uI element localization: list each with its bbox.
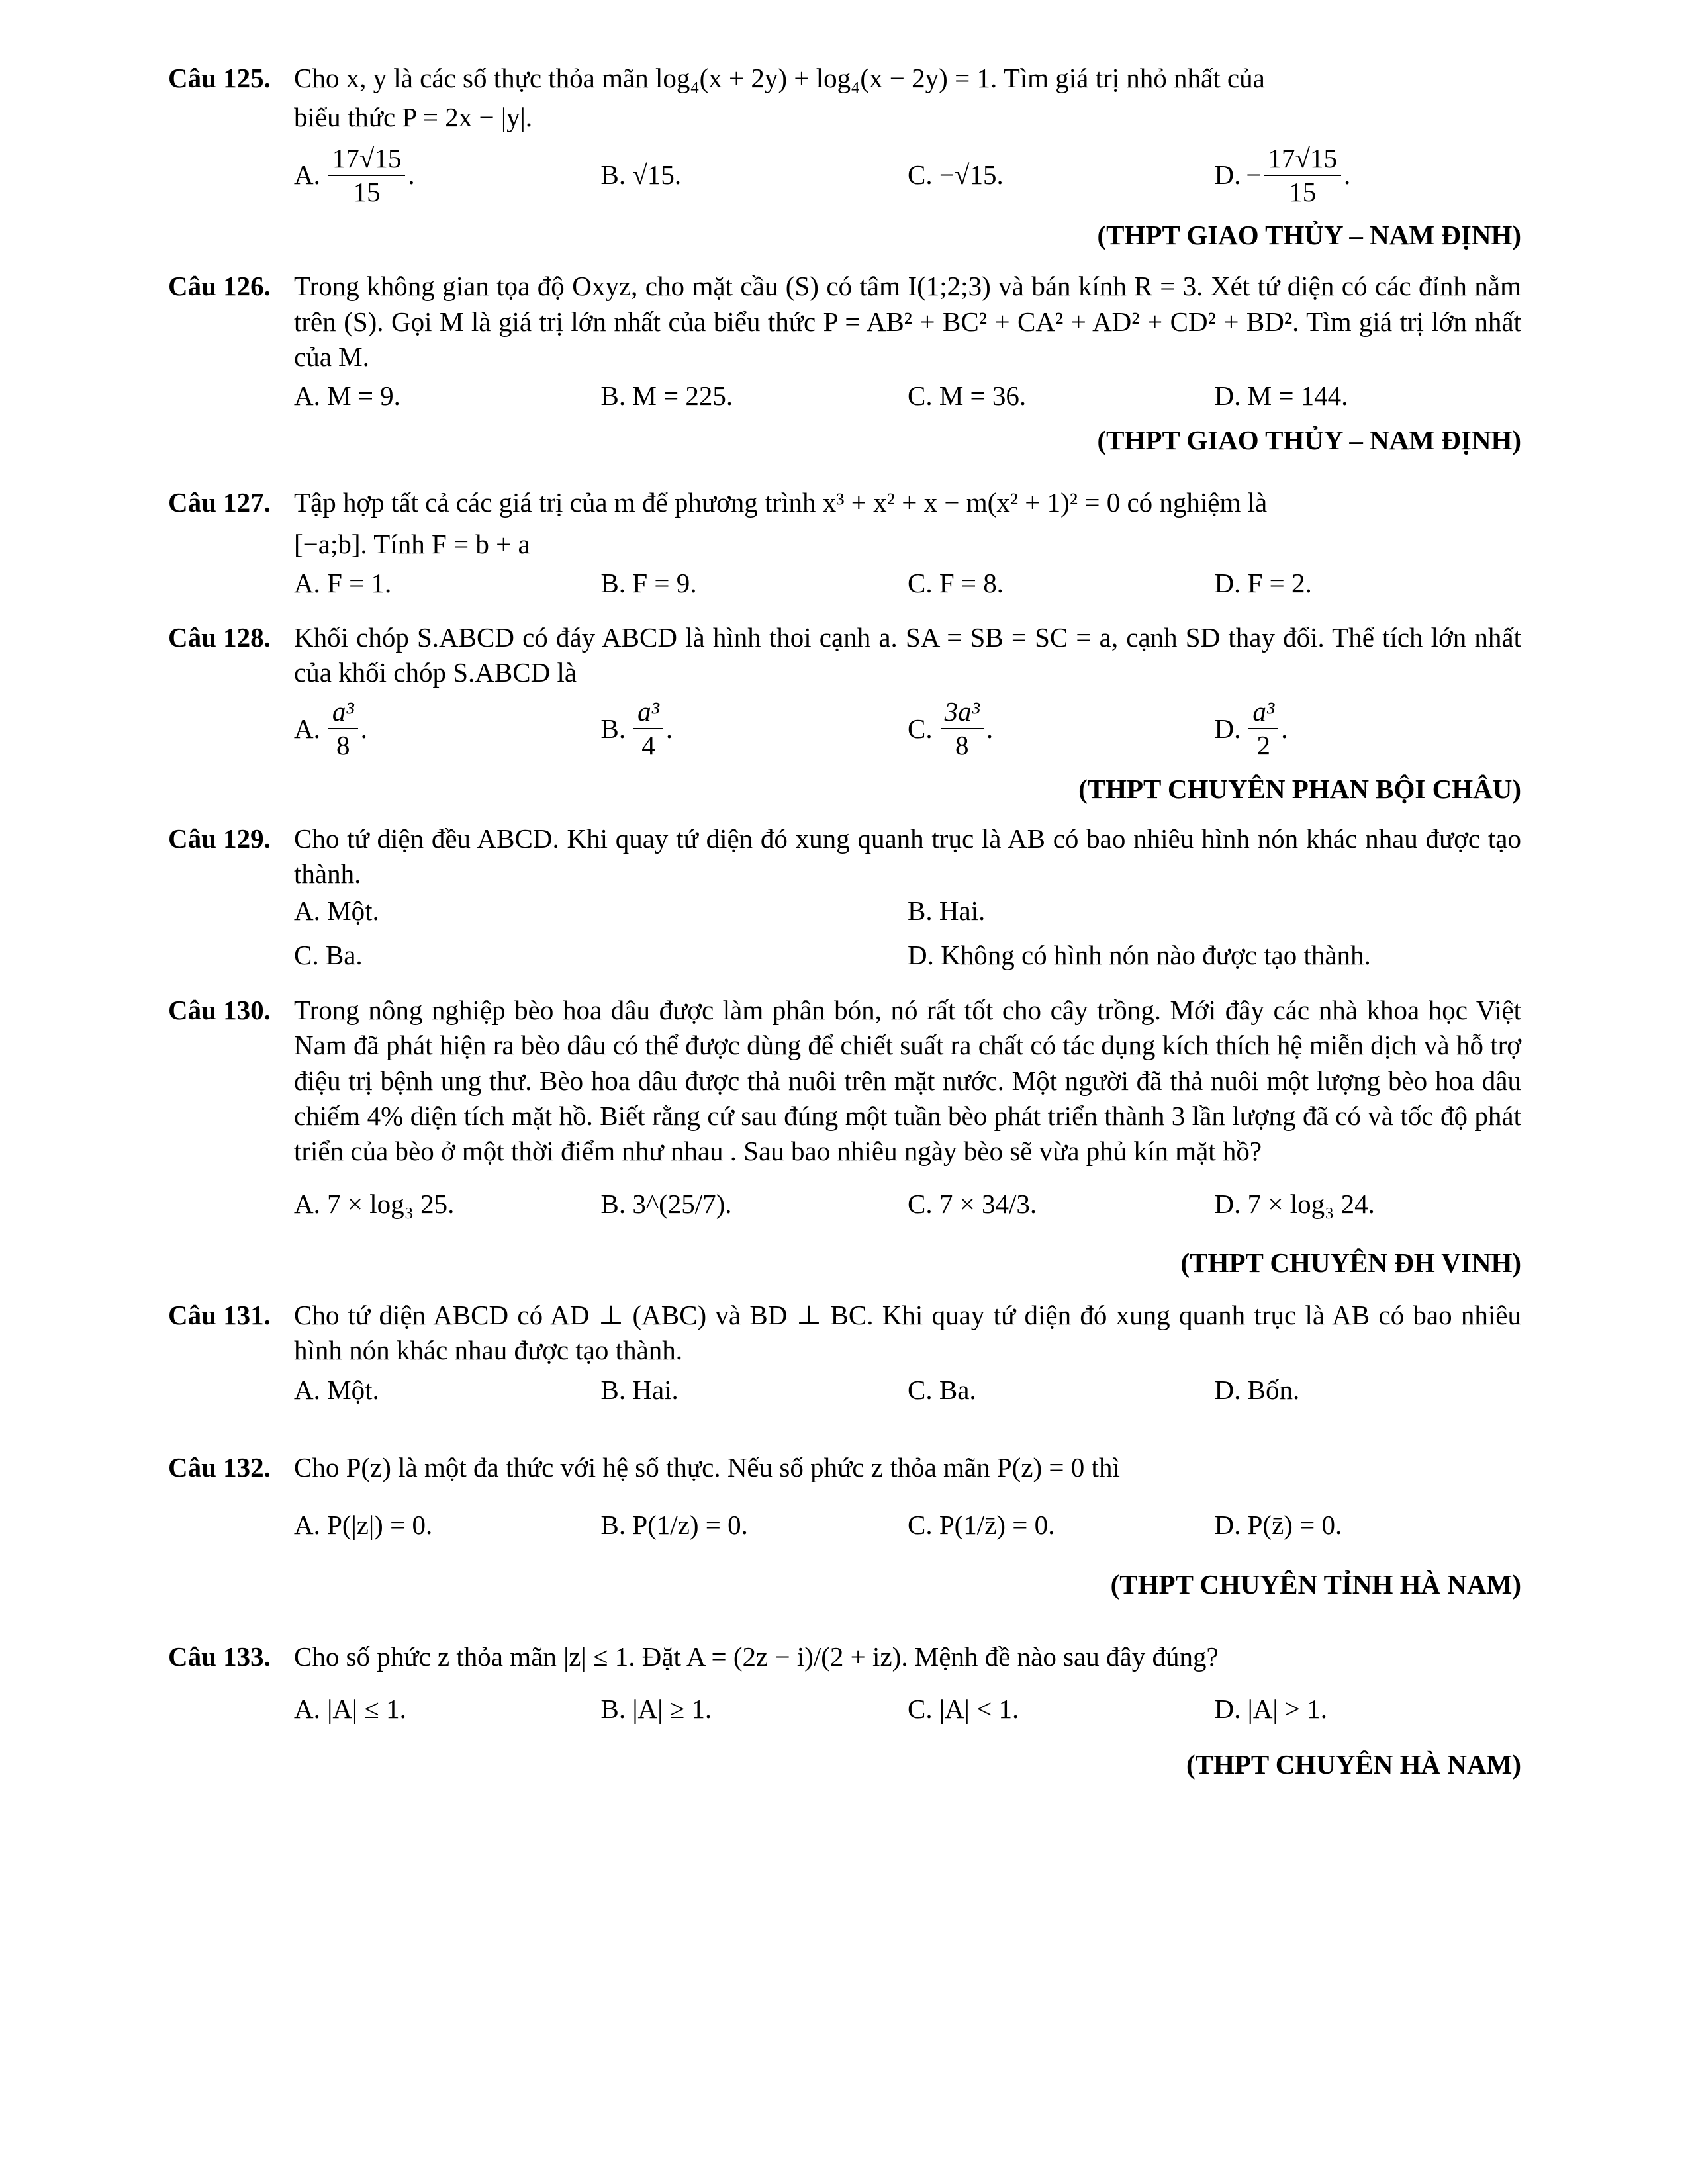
answer-options	[294, 696, 1521, 762]
answer-options	[294, 1187, 1521, 1222]
option-c[interactable]: C. P(1/z̄) = 0.	[908, 1510, 1055, 1541]
option-c[interactable]: C. −√15.	[908, 159, 1004, 191]
question-stem: Trong không gian tọa độ Oxyz, cho mặt cầu (S) có tâm I(1;2;3) và bán kính R = 3. Xét tứ diện có các đỉnh nằm trên (S). Gọi M là giá trị lớn nhất của biểu thức P = AB² + BC² + CA² + AD² + CD² + BD². Tìm giá trị lớn nhất của M.	[294, 271, 1521, 372]
option-d[interactable]: D. F = 2.	[1214, 568, 1312, 599]
option-a[interactable]: A. $\frac{\text{a³}}{8}$ .	[294, 696, 367, 761]
question-label: Câu 127.	[168, 486, 271, 518]
question-stem: Khối chóp S.ABCD có đáy ABCD là hình thoi cạnh a. SA = SB = SC = a, cạnh SD thay đổi. Thể tích lớn nhất của khối chóp S.ABCD là	[294, 621, 1521, 688]
option-d[interactable]: D. $\frac{\text{a³}}{2}$ .	[1214, 696, 1288, 761]
question-stem: Cho P(z) là một đa thức với hệ số thực. Nếu số phức z thỏa mãn P(z) = 0 thì	[294, 1452, 1120, 1483]
question-label: Câu 129.	[168, 823, 271, 854]
answer-options	[294, 566, 1521, 601]
answer-options	[294, 142, 1521, 208]
question-label: Câu 131.	[168, 1300, 271, 1331]
question-129	[168, 821, 1521, 973]
question-127	[168, 485, 1521, 602]
option-d[interactable]: D. |A| > 1.	[1214, 1694, 1328, 1725]
question-label: Câu 132.	[168, 1452, 271, 1483]
option-b[interactable]: B. F = 9.	[600, 568, 697, 599]
option-c[interactable]: C. 7 × 34/3.	[908, 1188, 1037, 1219]
question-128	[168, 620, 1521, 807]
option-b[interactable]: B. P(1/z) = 0.	[600, 1510, 748, 1541]
question-133	[168, 1639, 1521, 1782]
question-label: Câu 125.	[168, 63, 271, 93]
option-d[interactable]: D. Bốn.	[1214, 1374, 1300, 1405]
option-c[interactable]: C. $\frac{\text{3a³}}{8}$ .	[908, 696, 994, 761]
option-a[interactable]: A. |A| ≤ 1.	[294, 1694, 406, 1725]
source-note: (THPT CHUYÊN TỈNH HÀ NAM)	[1110, 1569, 1521, 1600]
option-b[interactable]: B. |A| ≥ 1.	[600, 1694, 712, 1725]
exam-page	[168, 61, 1521, 1782]
option-a[interactable]: A. Một.	[294, 1374, 379, 1405]
option-b[interactable]: B. √15.	[600, 159, 682, 191]
question-stem: Trong nông nghiệp bèo hoa dâu được làm phân bón, nó rất tốt cho cây trồng. Mới đây các nhà khoa học Việt Nam đã phát hiện ra bèo dâu có thể được dùng để chiết suất ra chất có tác dụng kích thích hệ miễn dịch và hỗ trợ điệu trị bệnh ung thư. Bèo hoa dâu được thả nuôi trên mặt nước. Một người đã thả nuôi một lượng bèo hoa dâu chiếm 4% diện tích mặt hồ. Biết rằng cứ sau đúng một tuần bèo phát triển thành 3 lần lượng đã có và tốc độ phát triển của bèo ở một thời điểm như nhau . Sau bao nhiêu ngày bèo sẽ vừa phủ kín mặt hồ?	[294, 995, 1521, 1167]
option-c[interactable]: C. Ba.	[908, 1374, 976, 1405]
option-c[interactable]: C. |A| < 1.	[908, 1694, 1019, 1725]
answer-options	[294, 1373, 1521, 1408]
source-note: (THPT CHUYÊN HÀ NAM)	[1186, 1749, 1521, 1780]
question-126	[168, 269, 1521, 458]
answer-options	[294, 379, 1521, 414]
question-label: Câu 130.	[168, 995, 271, 1026]
question-stem: Cho x, y là các số thực thỏa mãn log₄(x + 2y) + log₄(x − 2y) = 1. Tìm giá trị nhỏ nhất của biểu thức P = 2x − |y|.	[294, 63, 1265, 133]
question-125	[168, 61, 1521, 253]
option-a[interactable]: A. $\frac{17√15}{15}$ .	[294, 142, 415, 207]
option-a[interactable]: A. P(|z|) = 0.	[294, 1510, 433, 1541]
answer-options	[294, 1692, 1521, 1727]
option-a[interactable]: A. Một.	[294, 895, 379, 926]
question-label: Câu 126.	[168, 271, 271, 302]
option-c[interactable]: C. M = 36.	[908, 381, 1027, 412]
option-b[interactable]: B. 3^(25/7).	[600, 1188, 732, 1219]
question-label: Câu 133.	[168, 1641, 271, 1672]
option-c[interactable]: C. F = 8.	[908, 568, 1004, 599]
option-a[interactable]: A. 7 × log₃ 25.	[294, 1188, 455, 1219]
question-stem: Cho số phức z thỏa mãn |z| ≤ 1. Đặt A = (2z − i)/(2 + iz). Mệnh đề nào sau đây đúng?	[294, 1641, 1219, 1672]
option-d[interactable]: D. P(z̄) = 0.	[1214, 1510, 1342, 1541]
source-note: (THPT GIAO THỦY – NAM ĐỊNH)	[1097, 219, 1521, 250]
question-stem: Cho tứ diện ABCD có AD ⊥ (ABC) và BD ⊥ BC. Khi quay tứ diện đó xung quanh trục là AB có bao nhiêu hình nón khác nhau được tạo thành.	[294, 1300, 1521, 1366]
option-b[interactable]: B. Hai.	[908, 895, 986, 926]
question-label: Câu 128.	[168, 621, 271, 653]
option-c[interactable]: C. Ba.	[294, 939, 363, 970]
option-a[interactable]: A. F = 1.	[294, 568, 392, 599]
source-note: (THPT GIAO THỦY – NAM ĐỊNH)	[1097, 425, 1521, 456]
answer-options	[294, 893, 1521, 974]
source-note: (THPT CHUYÊN ĐH VINH)	[1180, 1247, 1521, 1278]
option-b[interactable]: B. Hai.	[600, 1374, 679, 1405]
answer-options	[294, 1508, 1521, 1543]
option-d[interactable]: D. 7 × log₃ 24.	[1214, 1188, 1375, 1219]
option-a[interactable]: A. M = 9.	[294, 381, 400, 412]
question-130	[168, 993, 1521, 1281]
option-b[interactable]: B. M = 225.	[600, 381, 733, 412]
option-d[interactable]: D. M = 144.	[1214, 381, 1348, 412]
option-d[interactable]: D. − $\frac{17√15}{15}$ .	[1214, 142, 1351, 207]
option-b[interactable]: B. $\frac{\text{a³}}{4}$ .	[600, 696, 673, 761]
source-note: (THPT CHUYÊN PHAN BỘI CHÂU)	[1078, 773, 1521, 804]
question-131	[168, 1298, 1521, 1408]
option-d[interactable]: D. Không có hình nón nào được tạo thành.	[908, 939, 1371, 970]
question-stem: Tập hợp tất cả các giá trị của m để phương trình x³ + x² + x − m(x² + 1)² = 0 có nghiệm là [−a;b]. Tính F = b + a	[294, 486, 1268, 560]
question-stem: Cho tứ diện đều ABCD. Khi quay tứ diện đó xung quanh trục là AB có bao nhiêu hình nón khác nhau được tạo thành.	[294, 823, 1521, 889]
question-132	[168, 1450, 1521, 1602]
